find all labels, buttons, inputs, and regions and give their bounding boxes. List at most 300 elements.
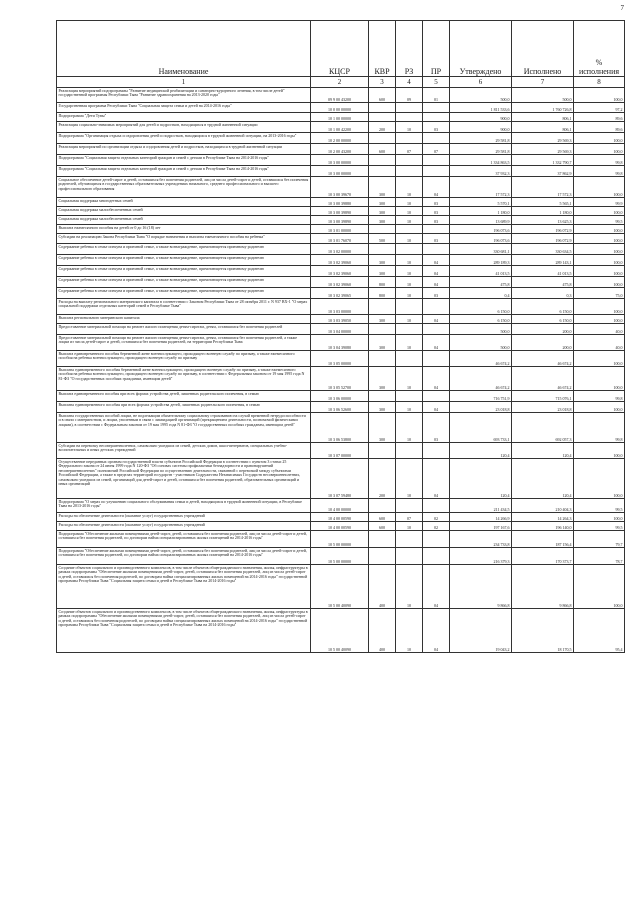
column-number: 1 bbox=[57, 77, 311, 88]
row-name-cell: Предоставление материальной помощи на ремонт жилого помещения детям-сиротам, детям, оставшимся без попечения родителей bbox=[57, 324, 311, 335]
row-pr-cell: 04 bbox=[423, 565, 450, 609]
row-kcsr-cell: 10 3 02 39060 bbox=[311, 266, 369, 277]
row-kcsr-cell: 10 4 00 00590 bbox=[311, 513, 369, 522]
row-kvr-cell: 300 bbox=[369, 315, 396, 324]
row-approved-cell: 475,8 bbox=[450, 277, 512, 288]
row-pr-cell: 03 bbox=[423, 216, 450, 225]
row-name-cell: Выплаты единовременного пособия при всех формах устройства детей, лишенных родительского попечения, в семью bbox=[57, 402, 311, 413]
row-rz-cell: 10 bbox=[396, 288, 423, 299]
row-kcsr-cell: 10 3 06 00000 bbox=[311, 391, 369, 402]
row-percent-cell: 100,0 bbox=[574, 266, 625, 277]
column-number: 8 bbox=[574, 77, 625, 88]
row-approved-cell: 500,0 bbox=[450, 335, 512, 351]
row-rz-cell: 10 bbox=[396, 335, 423, 351]
table-row bbox=[57, 459, 625, 499]
row-percent-cell: 89,6 bbox=[574, 113, 625, 122]
row-pr-cell bbox=[423, 299, 450, 315]
row-executed-cell: 46 674,2 bbox=[512, 367, 574, 391]
row-rz-cell bbox=[396, 548, 423, 565]
table-row bbox=[57, 255, 625, 266]
row-kvr-cell: 600 bbox=[369, 522, 396, 531]
row-executed-cell: 289 143,1 bbox=[512, 255, 574, 266]
row-approved-cell: 120,4 bbox=[450, 459, 512, 499]
row-kcsr-cell: 10 5 00 40090 bbox=[311, 609, 369, 653]
column-number: 6 bbox=[450, 77, 512, 88]
row-kcsr-cell: 10 3 04 39080 bbox=[311, 335, 369, 351]
row-approved-cell: 5 570,1 bbox=[450, 198, 512, 207]
row-kcsr-cell: 10 5 00 00000 bbox=[311, 548, 369, 565]
row-kcsr-cell: 10 3 05 52700 bbox=[311, 367, 369, 391]
row-approved-cell: 29 581,8 bbox=[450, 133, 512, 144]
row-name-cell: Содержание ребенка в семье опекуна и приемной семье, а также вознаграждение, причитающееся приемному родителю bbox=[57, 277, 311, 288]
row-executed-cell: 196 140,0 bbox=[512, 522, 574, 531]
row-kvr-cell: 300 bbox=[369, 266, 396, 277]
row-kcsr-cell: 09 9 00 43200 bbox=[311, 88, 369, 103]
row-rz-cell: 10 bbox=[396, 216, 423, 225]
row-name-cell: Выплата ежемесячного пособия на детей от 0 до 16 (18) лет bbox=[57, 225, 311, 234]
row-kvr-cell: 200 bbox=[369, 459, 396, 499]
row-rz-cell: 09 bbox=[396, 88, 423, 103]
row-kvr-cell bbox=[369, 103, 396, 113]
row-rz-cell bbox=[396, 299, 423, 315]
row-kvr-cell: 300 bbox=[369, 335, 396, 351]
row-percent-cell: 100,0 bbox=[574, 234, 625, 244]
row-pr-cell: 03 bbox=[423, 234, 450, 244]
row-approved-cell: 500,0 bbox=[450, 324, 512, 335]
row-rz-cell bbox=[396, 324, 423, 335]
row-name-cell: Субсидии на реализацию Закона Республики Тыва "О порядке назначения и выплаты ежемесячного пособия на ребенка" bbox=[57, 234, 311, 244]
table-row bbox=[57, 103, 625, 113]
row-name-cell: Содержание ребенка в семье опекуна и приемной семье, а также вознаграждение, причитающееся приемному родителю bbox=[57, 266, 311, 277]
row-executed-cell: 806,1 bbox=[512, 122, 574, 133]
row-name-cell: Осуществление переданных органам государственной власти субъектов Российской Федерации в соответствии с пунктом 3 статьи 25 Федерального закона от 24 июня 1999 года N 120-ФЗ "Об основах системы профилактики безнадзорности и правонарушений несовершеннолетних" полномочий Российской Федерации по осуществлению деятельности, связанной с перевозкой между субъектами Российской Федерации, а также в пределах территорий государств - участников Содружества Независимых Государств несовершеннолетних, самовольно ушедших из семей, организаций для детей-сирот и детей, оставшихся без попечения родителей, образовательных организаций и иных организаций bbox=[57, 459, 311, 499]
row-kcsr-cell: 10 5 00 40090 bbox=[311, 565, 369, 609]
row-pr-cell: 07 bbox=[423, 144, 450, 155]
row-kcsr-cell: 10 3 00 39890 bbox=[311, 207, 369, 216]
row-percent-cell: 99,5 bbox=[574, 216, 625, 225]
row-executed-cell: 210 404,3 bbox=[512, 499, 574, 513]
table-row bbox=[57, 391, 625, 402]
table-row bbox=[57, 413, 625, 443]
row-rz-cell bbox=[396, 351, 423, 367]
row-approved-cell: 29 581,8 bbox=[450, 144, 512, 155]
row-percent-cell: 100,0 bbox=[574, 367, 625, 391]
row-name-cell: Государственная программа Республики Тыва "Социальная защита семьи и детей на 2014-2016 годы" bbox=[57, 103, 311, 113]
row-pr-cell: 02 bbox=[423, 522, 450, 531]
row-kcsr-cell: 10 3 07 00000 bbox=[311, 443, 369, 459]
row-approved-cell: 41 013,5 bbox=[450, 266, 512, 277]
row-executed-cell: 170 373,7 bbox=[512, 548, 574, 565]
row-name-cell: Подпрограмма "Организация отдыха и оздоровления детей и подростков, находящихся в трудной жизненной ситуации, на 2013-2016 годы" bbox=[57, 133, 311, 144]
row-percent-cell: 100,0 bbox=[574, 225, 625, 234]
row-kvr-cell bbox=[369, 155, 396, 166]
row-rz-cell bbox=[396, 244, 423, 255]
row-percent-cell: 100,0 bbox=[574, 177, 625, 198]
row-pr-cell bbox=[423, 225, 450, 234]
table-row bbox=[57, 155, 625, 166]
row-percent-cell: 89,6 bbox=[574, 122, 625, 133]
row-approved-cell: 120,4 bbox=[450, 443, 512, 459]
row-pr-cell: 04 bbox=[423, 277, 450, 288]
row-name-cell: Расходы на обеспечение деятельности (оказание услуг) государственных учреждений bbox=[57, 513, 311, 522]
row-approved-cell: 6 150,0 bbox=[450, 315, 512, 324]
row-executed-cell: 200,0 bbox=[512, 335, 574, 351]
budget-execution-table bbox=[56, 20, 625, 653]
row-approved-cell: 234 733,8 bbox=[450, 531, 512, 548]
column-number-row bbox=[57, 77, 625, 88]
row-name-cell: Содержание ребенка в семье опекуна и приемной семье, а также вознаграждение, причитающееся приемному родителю bbox=[57, 244, 311, 255]
row-pr-cell: 03 bbox=[423, 207, 450, 216]
row-name-cell: Социальная поддержка малообеспеченных семей bbox=[57, 207, 311, 216]
table-row bbox=[57, 522, 625, 531]
row-kvr-cell: 300 bbox=[369, 402, 396, 413]
row-kvr-cell bbox=[369, 225, 396, 234]
row-approved-cell: 46 674,2 bbox=[450, 351, 512, 367]
row-approved-cell: 196 073,6 bbox=[450, 225, 512, 234]
row-rz-cell bbox=[396, 166, 423, 177]
row-kcsr-cell: 10 3 00 39880 bbox=[311, 198, 369, 207]
row-name-cell: Реализация социально-значимых мероприятий для детей и подростков, находящихся в трудной жизненной ситуации bbox=[57, 122, 311, 133]
row-kvr-cell bbox=[369, 391, 396, 402]
row-kvr-cell: 300 bbox=[369, 413, 396, 443]
row-pr-cell bbox=[423, 103, 450, 113]
row-kcsr-cell: 10 3 03 39050 bbox=[311, 315, 369, 324]
row-percent-cell: 95,4 bbox=[574, 609, 625, 653]
header-pr: ПР bbox=[423, 21, 450, 77]
row-percent-cell: 100,0 bbox=[574, 207, 625, 216]
row-pr-cell bbox=[423, 244, 450, 255]
row-name-cell: Выплата единовременного пособия при всех формах устройства детей, лишенных родительского попечения, в семью bbox=[57, 391, 311, 402]
row-name-cell: Выплата регионального материнского капитала bbox=[57, 315, 311, 324]
table-header bbox=[57, 21, 625, 88]
row-kcsr-cell: 10 3 02 39060 bbox=[311, 277, 369, 288]
row-kcsr-cell: 10 3 07 59480 bbox=[311, 459, 369, 499]
row-approved-cell: 9 866,8 bbox=[450, 565, 512, 609]
row-rz-cell: 10 bbox=[396, 315, 423, 324]
row-rz-cell: 10 bbox=[396, 122, 423, 133]
row-rz-cell: 10 bbox=[396, 266, 423, 277]
row-percent-cell: 99,5 bbox=[574, 522, 625, 531]
row-executed-cell: 41 013,5 bbox=[512, 266, 574, 277]
row-kcsr-cell: 10 2 00 43200 bbox=[311, 144, 369, 155]
row-executed-cell: 715 076,1 bbox=[512, 391, 574, 402]
row-name-cell: Реализация мероприятий по организации отдыха и оздоровления детей и подростков, находящихся в трудной жизненной ситуации bbox=[57, 144, 311, 155]
row-rz-cell: 10 bbox=[396, 565, 423, 609]
table-row bbox=[57, 548, 625, 565]
row-executed-cell: 18 170,5 bbox=[512, 609, 574, 653]
row-approved-cell: 13 689,9 bbox=[450, 216, 512, 225]
row-executed-cell: 120,4 bbox=[512, 459, 574, 499]
row-percent-cell: 100,0 bbox=[574, 459, 625, 499]
row-kvr-cell bbox=[369, 113, 396, 122]
row-pr-cell bbox=[423, 391, 450, 402]
row-kcsr-cell: 10 3 02 39065 bbox=[311, 288, 369, 299]
row-name-cell: Субсидии на перевозку несовершеннолетних, самовольно ушедших из семей, детских домов, школ-интернатов, специальных учебно-воспитательных и иных детских учреждений bbox=[57, 443, 311, 459]
row-executed-cell: 120,4 bbox=[512, 443, 574, 459]
header-kcsr: КЦСР bbox=[311, 21, 369, 77]
row-pr-cell: 04 bbox=[423, 255, 450, 266]
row-approved-cell: 46 674,2 bbox=[450, 367, 512, 391]
row-pr-cell: 03 bbox=[423, 288, 450, 299]
column-number: 5 bbox=[423, 77, 450, 88]
row-kcsr-cell: 10 3 00 39890 bbox=[311, 216, 369, 225]
table-row bbox=[57, 513, 625, 522]
row-rz-cell: 10 bbox=[396, 522, 423, 531]
row-pr-cell bbox=[423, 166, 450, 177]
row-kvr-cell: 300 bbox=[369, 255, 396, 266]
row-executed-cell: 5 565,1 bbox=[512, 198, 574, 207]
row-rz-cell: 10 bbox=[396, 234, 423, 244]
row-kcsr-cell: 10 5 00 00000 bbox=[311, 531, 369, 548]
row-approved-cell: 196 073,6 bbox=[450, 234, 512, 244]
row-percent-cell: 100,0 bbox=[574, 144, 625, 155]
row-rz-cell bbox=[396, 103, 423, 113]
row-approved-cell: 1 811 533,6 bbox=[450, 103, 512, 113]
row-name-cell: Подпрограмма "Социальная защита отдельных категорий граждан и семей с детьми в Республике Тыва на 2014-2016 годы" bbox=[57, 155, 311, 166]
table-row bbox=[57, 299, 625, 315]
row-name-cell: Социальная поддержка многодетных семей bbox=[57, 198, 311, 207]
row-kvr-cell bbox=[369, 443, 396, 459]
row-executed-cell: 14 264,3 bbox=[512, 513, 574, 522]
row-approved-cell: 1 180,0 bbox=[450, 207, 512, 216]
row-percent-cell: 40,0 bbox=[574, 324, 625, 335]
row-percent-cell: 100,0 bbox=[574, 277, 625, 288]
row-pr-cell: 04 bbox=[423, 266, 450, 277]
row-kcsr-cell: 10 3 00 00000 bbox=[311, 155, 369, 166]
row-rz-cell: 10 bbox=[396, 459, 423, 499]
row-name-cell: Подпрограмма "Обеспечение жилыми помещениями детей-сирот, детей, оставшихся без попечения родителей, лиц из числа детей-сирот и детей, оставшихся без попечения родителей, по договорам найма специализированных жилых помещений на 2014-2016 годы" bbox=[57, 531, 311, 548]
table-row bbox=[57, 351, 625, 367]
table-row bbox=[57, 367, 625, 391]
row-kcsr-cell: 10 3 03 00000 bbox=[311, 299, 369, 315]
row-executed-cell: 500,0 bbox=[512, 88, 574, 103]
row-approved-cell: 289 189,3 bbox=[450, 255, 512, 266]
row-rz-cell bbox=[396, 531, 423, 548]
row-approved-cell: 14 266,9 bbox=[450, 513, 512, 522]
row-pr-cell bbox=[423, 443, 450, 459]
row-kvr-cell: 800 bbox=[369, 288, 396, 299]
table-row bbox=[57, 122, 625, 133]
row-kvr-cell bbox=[369, 499, 396, 513]
row-kvr-cell bbox=[369, 324, 396, 335]
row-percent-cell: 78,7 bbox=[574, 548, 625, 565]
header-rz: РЗ bbox=[396, 21, 423, 77]
row-kcsr-cell: 10 3 01 00000 bbox=[311, 225, 369, 234]
row-name-cell: Подпрограмма "О мерах по улучшению социального обслуживания семьи и детей, находящихся в трудной жизненной ситуации, в Республике Тыва на 2013-2016 годы" bbox=[57, 499, 311, 513]
row-kvr-cell: 600 bbox=[369, 88, 396, 103]
row-percent-cell: 100,0 bbox=[574, 565, 625, 609]
table-row bbox=[57, 113, 625, 122]
row-percent-cell: 79,7 bbox=[574, 531, 625, 548]
row-pr-cell bbox=[423, 351, 450, 367]
row-percent-cell: 40,0 bbox=[574, 335, 625, 351]
row-kcsr-cell: 10 0 00 00000 bbox=[311, 103, 369, 113]
header-percent: % исполнения bbox=[574, 21, 625, 77]
header-executed: Исполнено bbox=[512, 21, 574, 77]
row-percent-cell: 100,0 bbox=[574, 88, 625, 103]
row-kvr-cell bbox=[369, 299, 396, 315]
row-kvr-cell: 500 bbox=[369, 234, 396, 244]
row-executed-cell: 475,8 bbox=[512, 277, 574, 288]
table-row bbox=[57, 234, 625, 244]
row-kcsr-cell: 10 4 00 00000 bbox=[311, 499, 369, 513]
row-name-cell: Подпрограмма "Социальная защита отдельных категорий граждан и семей с детьми в Республике Тыва на 2014-2016 годы" bbox=[57, 166, 311, 177]
row-approved-cell: 197 167,6 bbox=[450, 522, 512, 531]
row-kcsr-cell: 10 3 00 39670 bbox=[311, 177, 369, 198]
row-percent-cell: 100,0 bbox=[574, 443, 625, 459]
table-row bbox=[57, 207, 625, 216]
row-percent-cell: 97,2 bbox=[574, 103, 625, 113]
table-row bbox=[57, 565, 625, 609]
row-percent-cell: 100,0 bbox=[574, 315, 625, 324]
row-pr-cell: 02 bbox=[423, 513, 450, 522]
row-kcsr-cell: 10 1 00 42200 bbox=[311, 122, 369, 133]
row-approved-cell: 17 572,3 bbox=[450, 177, 512, 198]
table-row bbox=[57, 144, 625, 155]
row-executed-cell: 23 018,8 bbox=[512, 402, 574, 413]
row-executed-cell: 37 862,9 bbox=[512, 166, 574, 177]
row-kvr-cell: 800 bbox=[369, 277, 396, 288]
table-row bbox=[57, 531, 625, 548]
row-kvr-cell bbox=[369, 166, 396, 177]
column-number: 3 bbox=[369, 77, 396, 88]
table-row bbox=[57, 266, 625, 277]
row-executed-cell: 200,0 bbox=[512, 324, 574, 335]
row-kvr-cell: 300 bbox=[369, 207, 396, 216]
row-kcsr-cell: 10 3 04 00000 bbox=[311, 324, 369, 335]
row-executed-cell: 1 332 790,7 bbox=[512, 155, 574, 166]
row-executed-cell: 29 569,3 bbox=[512, 144, 574, 155]
row-name-cell: Выплата единовременного пособия беременной жене военнослужащего, проходящего военную службу по призыву, а также ежемесячного пособия на ребенка военнослужащего, проходящего военную службу по призыву bbox=[57, 351, 311, 367]
row-rz-cell: 07 bbox=[396, 513, 423, 522]
row-kcsr-cell: 10 4 00 00590 bbox=[311, 522, 369, 531]
row-rz-cell bbox=[396, 225, 423, 234]
row-name-cell: Социальное обеспечение детей-сирот и детей, оставшихся без попечения родителей, лиц из числа детей-сирот и детей, оставшихся без попечения родителей, обучающихся в государственных образовательных учреждениях начального, среднего профессионального и высшего профессионального образования bbox=[57, 177, 311, 198]
row-pr-cell bbox=[423, 548, 450, 565]
row-name-cell: Выплаты единовременного пособия беременной жене военнослужащего, проходящего военную службу по призыву, а также ежемесячного пособия на ребенка военнослужащего, проходящего военную службу по призыву, в соответствии с Федеральным законом от 19 мая 1995 года N 81-ФЗ "О государственных пособиях гражданам, имеющим детей" bbox=[57, 367, 311, 391]
row-rz-cell bbox=[396, 443, 423, 459]
row-executed-cell: 806,1 bbox=[512, 113, 574, 122]
table-row bbox=[57, 609, 625, 653]
row-name-cell: Предоставление материальной помощи на ремонт жилого помещения детям-сиротам, детям, оставшимся без попечения родителей, а также лицам из числа детей-сирот и детей, оставшихся без попечения родителей, на территории Республики Тыва bbox=[57, 335, 311, 351]
row-name-cell: Реализация мероприятий подпрограммы "Развитие медицинской реабилитации и санаторно-курортного лечения, в том числе детей" государственной программы Республики Тыва "Развитие здравоохранения на 2013-2020 годы" bbox=[57, 88, 311, 103]
row-pr-cell bbox=[423, 133, 450, 144]
row-approved-cell: 500,0 bbox=[450, 88, 512, 103]
row-pr-cell bbox=[423, 499, 450, 513]
row-approved-cell: 716 751,9 bbox=[450, 391, 512, 402]
row-rz-cell: 07 bbox=[396, 144, 423, 155]
row-name-cell: Содержание ребенка в семье опекуна и приемной семье, а также вознаграждение, причитающееся приемному родителю bbox=[57, 255, 311, 266]
row-rz-cell: 10 bbox=[396, 609, 423, 653]
row-approved-cell: 1 334 863,5 bbox=[450, 155, 512, 166]
row-executed-cell: 1 760 726,8 bbox=[512, 103, 574, 113]
row-pr-cell: 03 bbox=[423, 198, 450, 207]
row-kvr-cell: 400 bbox=[369, 609, 396, 653]
row-executed-cell: 330 634,5 bbox=[512, 244, 574, 255]
table-row bbox=[57, 499, 625, 513]
row-rz-cell: 10 bbox=[396, 255, 423, 266]
row-rz-cell: 10 bbox=[396, 402, 423, 413]
row-pr-cell: 03 bbox=[423, 413, 450, 443]
row-name-cell: Подпрограмма "Дети Тувы" bbox=[57, 113, 311, 122]
row-percent-cell: 100,0 bbox=[574, 255, 625, 266]
table-row bbox=[57, 166, 625, 177]
row-rz-cell bbox=[396, 133, 423, 144]
table-row bbox=[57, 177, 625, 198]
row-approved-cell: 0,4 bbox=[450, 288, 512, 299]
row-name-cell: Создание объектов социального и производственного комплексов, в том числе объектов общегражданского назначения, жилья, инфраструктуры в рамках подпрограммы "Обеспечение жилыми помещениями детей-сирот, детей, оставшихся без попечения родителей, лиц из числа детей-сирот и детей, оставшихся без попечения родителей, по договорам найма специализированных жилых помещений на 2014-2016 годы" государственной программы Республики Тыва "Социальная защита семьи и детей в Республике Тыва на 2014-2016 годы" bbox=[57, 609, 311, 653]
row-pr-cell: 04 bbox=[423, 177, 450, 198]
row-pr-cell: 04 bbox=[423, 315, 450, 324]
table-row bbox=[57, 335, 625, 351]
page-number: 7 bbox=[620, 4, 624, 12]
row-kvr-cell bbox=[369, 531, 396, 548]
row-percent-cell: 100,0 bbox=[574, 402, 625, 413]
row-name-cell: Содержание ребенка в семье опекуна и приемной семье, а также вознаграждение, причитающееся приемному родителю bbox=[57, 288, 311, 299]
row-kvr-cell: 300 bbox=[369, 177, 396, 198]
row-kvr-cell: 300 bbox=[369, 367, 396, 391]
row-pr-cell: 03 bbox=[423, 122, 450, 133]
row-executed-cell: 9 866,8 bbox=[512, 565, 574, 609]
row-executed-cell: 6 150,0 bbox=[512, 299, 574, 315]
row-rz-cell bbox=[396, 113, 423, 122]
row-rz-cell bbox=[396, 391, 423, 402]
row-name-cell: Выплаты государственных пособий лицам, не подлежащим обязательному социальному страхованию на случай временной нетрудоспособности и в связи с материнством, и лицам, уволенным в связи с ликвидацией организаций (прекращением деятельности, полномочий физическими лицами), в соответствии с Федеральным законом от 19 мая 1995 года N 81-ФЗ "О государственных пособиях гражданам, имеющим детей" bbox=[57, 413, 311, 443]
header-kvr: КВР bbox=[369, 21, 396, 77]
table-row bbox=[57, 198, 625, 207]
row-pr-cell: 04 bbox=[423, 459, 450, 499]
table-row bbox=[57, 443, 625, 459]
row-name-cell: Социальная поддержка малообеспеченных семей bbox=[57, 216, 311, 225]
row-approved-cell: 6 150,0 bbox=[450, 299, 512, 315]
row-percent-cell: 100,0 bbox=[574, 351, 625, 367]
column-number: 7 bbox=[512, 77, 574, 88]
row-percent-cell: 75,0 bbox=[574, 288, 625, 299]
row-rz-cell: 10 bbox=[396, 277, 423, 288]
row-approved-cell: 19 043,2 bbox=[450, 609, 512, 653]
row-kvr-cell: 600 bbox=[369, 144, 396, 155]
row-rz-cell: 10 bbox=[396, 177, 423, 198]
row-percent-cell: 99,8 bbox=[574, 391, 625, 402]
table-row bbox=[57, 133, 625, 144]
row-pr-cell bbox=[423, 113, 450, 122]
row-approved-cell: 693 733,1 bbox=[450, 413, 512, 443]
row-rz-cell bbox=[396, 155, 423, 166]
row-pr-cell: 04 bbox=[423, 367, 450, 391]
row-name-cell: Расходы на обеспечение деятельности (оказание услуг) государственных учреждений bbox=[57, 522, 311, 531]
row-kcsr-cell: 10 3 02 39060 bbox=[311, 255, 369, 266]
row-rz-cell bbox=[396, 499, 423, 513]
row-pr-cell: 04 bbox=[423, 335, 450, 351]
table-row bbox=[57, 225, 625, 234]
row-kcsr-cell: 10 3 05 00000 bbox=[311, 351, 369, 367]
row-approved-cell: 211 434,5 bbox=[450, 499, 512, 513]
row-kcsr-cell: 10 3 02 00000 bbox=[311, 244, 369, 255]
table-row bbox=[57, 402, 625, 413]
table-row bbox=[57, 216, 625, 225]
row-percent-cell: 100,0 bbox=[574, 244, 625, 255]
row-executed-cell: 29 569,3 bbox=[512, 133, 574, 144]
row-pr-cell bbox=[423, 531, 450, 548]
row-approved-cell: 37 932,3 bbox=[450, 166, 512, 177]
row-approved-cell: 330 681,1 bbox=[450, 244, 512, 255]
row-pr-cell bbox=[423, 155, 450, 166]
row-kcsr-cell: 10 1 00 00000 bbox=[311, 113, 369, 122]
row-approved-cell: 23 018,8 bbox=[450, 402, 512, 413]
table-row bbox=[57, 288, 625, 299]
row-kvr-cell bbox=[369, 351, 396, 367]
row-percent-cell: 99,9 bbox=[574, 198, 625, 207]
